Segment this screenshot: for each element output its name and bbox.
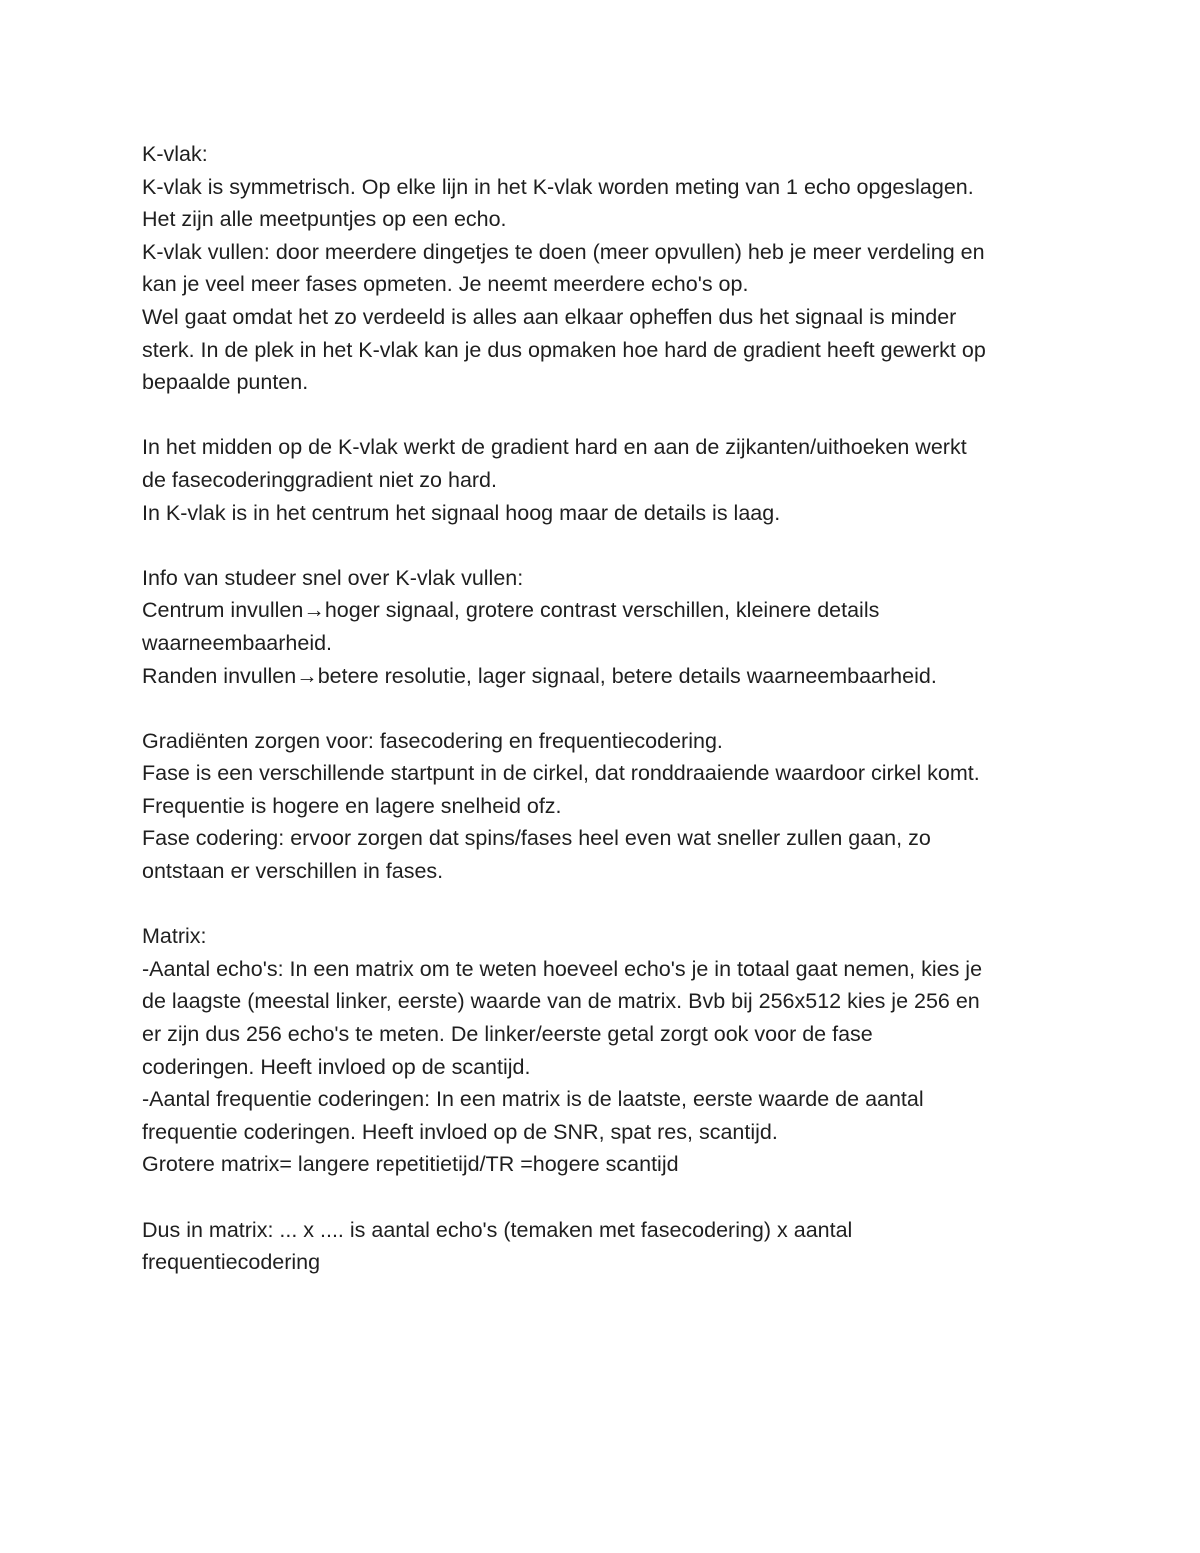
- text-line: coderingen. Heeft invloed op de scantijd.: [142, 1054, 531, 1079]
- text-line: de fasecoderinggradient niet zo hard.: [142, 467, 497, 492]
- text-line: In het midden op de K-vlak werkt de gradient hard en aan de zijkanten/uithoeken werkt: [142, 435, 967, 460]
- text-line: Fase codering: ervoor zorgen dat spins/fases heel even wat sneller zullen gaan, zo: [142, 826, 931, 851]
- gradienten-section: [142, 725, 1072, 888]
- text-line: bepaalde punten.: [142, 370, 309, 395]
- text-line: Randen invullen→betere resolutie, lager signaal, betere details waarneembaarheid.: [142, 663, 937, 688]
- text-line: In K-vlak is in het centrum het signaal hoog maar de details is laag.: [142, 500, 781, 525]
- text-line: frequentie coderingen. Heeft invloed op de SNR, spat res, scantijd.: [142, 1119, 778, 1144]
- text-line: sterk. In de plek in het K-vlak kan je dus opmaken hoe hard de gradient heeft gewerkt op: [142, 337, 986, 362]
- section-heading: K-vlak:: [142, 142, 208, 166]
- text-line: -Aantal echo's: In een matrix om te weten hoeveel echo's je in totaal gaat nemen, kies je: [142, 956, 983, 981]
- matrix-summary-section: [142, 1214, 1072, 1279]
- text-line: frequentiecodering: [142, 1250, 321, 1275]
- text-line: Fase is een verschillende startpunt in de cirkel, dat ronddraaiende waardoor cirkel komt.: [142, 761, 980, 786]
- text-line: Het zijn alle meetpuntjes op een echo.: [142, 207, 507, 232]
- text-line: Wel gaat omdat het zo verdeeld is alles aan elkaar opheffen dus het signaal is minder: [142, 304, 957, 329]
- paragraph-gap: [142, 692, 1072, 725]
- paragraph-gap: [142, 529, 1072, 562]
- text-line: Centrum invullen→hoger signaal, grotere contrast verschillen, kleinere details: [142, 598, 880, 623]
- text-line: kan je veel meer fases opmeten. Je neemt meerdere echo's op.: [142, 272, 749, 297]
- text-line: Grotere matrix= langere repetitietijd/TR =hogere scantijd: [142, 1152, 679, 1177]
- document-body: [142, 138, 1072, 1279]
- paragraph-gap: [142, 1181, 1072, 1214]
- paragraph-gap: [142, 888, 1072, 921]
- text-line: -Aantal frequentie coderingen: In een matrix is de laatste, eerste waarde de aantal: [142, 1087, 924, 1112]
- section-heading: Gradiënten zorgen voor: fasecodering en frequentiecodering.: [142, 728, 723, 753]
- section-heading: Matrix:: [142, 924, 207, 949]
- matrix-section: [142, 920, 1072, 1181]
- k-vlak-vullen-section: [142, 562, 1072, 692]
- text-line: de laagste (meestal linker, eerste) waarde van de matrix. Bvb bij 256x512 kies je 256 en: [142, 989, 980, 1014]
- text-line: ontstaan er verschillen in fases.: [142, 859, 444, 884]
- text-line: er zijn dus 256 echo's te meten. De linker/eerste getal zorgt ook voor de fase: [142, 1022, 873, 1047]
- paragraph-gap: [142, 399, 1072, 432]
- text-line: waarneembaarheid.: [142, 630, 333, 655]
- k-vlak-section: [142, 138, 1072, 399]
- text-line: K-vlak is symmetrisch. Op elke lijn in het K-vlak worden meting van 1 echo opgeslagen.: [142, 174, 974, 199]
- text-line: Dus in matrix: ... x .... is aantal echo's (temaken met fasecodering) x aantal: [142, 1217, 853, 1242]
- text-line: K-vlak vullen: door meerdere dingetjes te doen (meer opvullen) heb je meer verdeling en: [142, 239, 985, 264]
- section-heading: Info van studeer snel over K-vlak vullen:: [142, 565, 524, 590]
- text-line: Frequentie is hogere en lagere snelheid ofz.: [142, 793, 562, 818]
- k-vlak-gradient-section: [142, 431, 1072, 529]
